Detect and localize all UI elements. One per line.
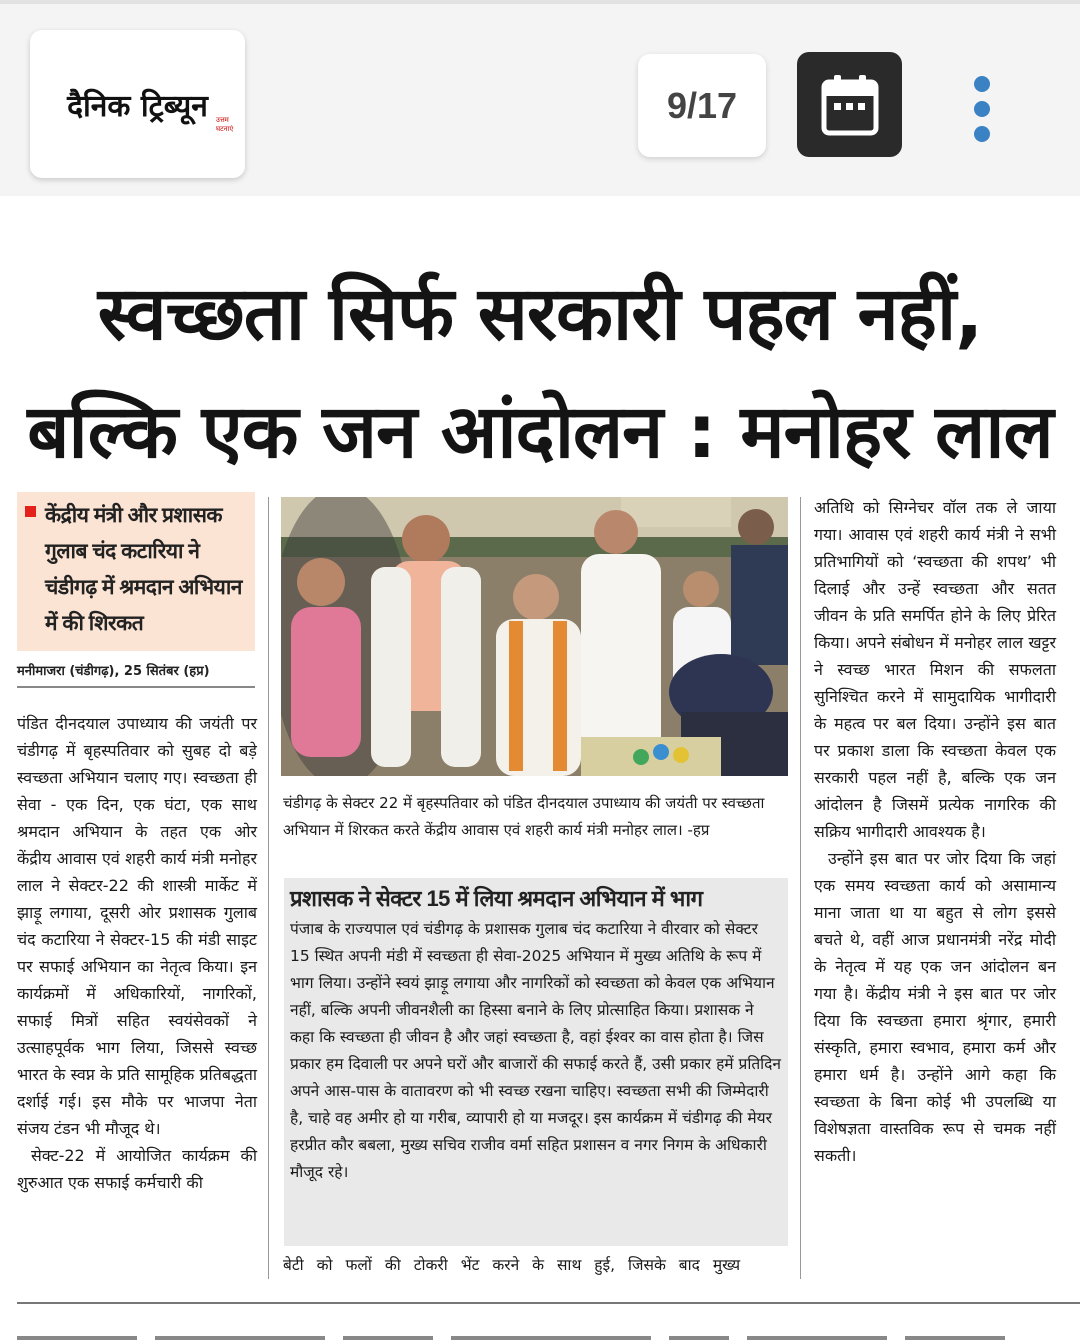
red-square-bullet-icon — [25, 506, 36, 517]
calendar-icon — [819, 73, 881, 137]
bottom-divider — [17, 1302, 1080, 1304]
right-paragraph-1: अतिथि को सिग्नेचर वॉल तक ले जाया गया। आवास एवं शहरी कार्य मंत्री ने सभी प्रतिभागियों को ‘स्वच्छता की शपथ’ भी दिलाई और उन्हें स्वच्छता और सतत जीवन के प्रति समर्पित होने के लिए प्रेरित किया। अपने संबोधन में मनोहर लाल खट्टर ने स्वच्छ भारत मिशन की सफलता सुनिश्चित करने में सामुदायिक भागीदारी के महत्व पर बल दिया। उन्होंने इस बात पर प्रकाश डाला कि स्वच्छता केवल एक सरकारी पहल नहीं है, बल्कि एक जन आंदोलन है जिसमें प्रत्येक नागरिक की सक्रिय भागीदारी आवश्यक है। — [814, 498, 1056, 841]
column-divider — [268, 497, 269, 1279]
news-photo-illustration — [281, 497, 788, 776]
right-paragraph-2: उन्होंने इस बात पर जोर दिया कि जहां एक समय स्वच्छता कार्य को असामान्य माना जाता था या बहुत से लोग इससे बचते थे, वहीं आज प्रधानमंत्री नरेंद्र मोदी के नेतृत्व में यह एक जन आंदोलन बन गया है। केंद्रीय मंत्री ने इस बात पर जोर दिया कि स्वच्छता हमारा श्रृंगार, हमारी संस्कृति, हमारा स्वभाव, हमारा कर्म और हमारा धर्म है। उन्होंने आगे कहा कि स्वच्छता के बिना कोई भी उपलब्धि या विशेषज्ञता वास्तविक रूप से चमक नहीं सकती। — [814, 849, 1056, 1165]
left-column — [17, 710, 257, 1196]
news-photo[interactable] — [281, 497, 788, 776]
divider — [17, 686, 255, 688]
column-divider — [800, 497, 801, 1279]
dateline: मनीमाजरा (चंडीगढ़), 25 सितंबर (हप्र) — [17, 664, 210, 679]
page-indicator[interactable]: 9/17 — [638, 54, 766, 157]
left-paragraph-2: सेक्ट-22 में आयोजित कार्यक्रम की शुरुआत एक सफाई कर्मचारी की — [17, 1146, 257, 1192]
newspaper-logo-button[interactable] — [30, 30, 245, 178]
middle-column-continuation: बेटी को फलों की टोकरी भेंट करने के साथ हुई, जिसके बाद मुख्य — [283, 1256, 741, 1274]
next-article-strip — [17, 1322, 1080, 1342]
kicker-box — [17, 492, 255, 651]
more-vertical-icon — [974, 76, 990, 92]
calendar-button[interactable] — [797, 52, 902, 157]
left-paragraph-1: पंडित दीनदयाल उपाध्याय की जयंती पर चंडीगढ़ में बृहस्पतिवार को सुबह दो बड़े स्वच्छता अभियान चलाए गए। स्वच्छता ही सेवा - एक दिन, एक घंटा, एक साथ श्रमदान अभियान के तहत एक ओर केंद्रीय आवास एवं शहरी कार्य मंत्री मनोहर लाल ने सेक्टर-22 की शास्त्री मार्केट में झाड़ू लगाया, दूसरी ओर प्रशासक गुलाब चंद कटारिया ने सेक्टर-15 की मंडी साइट पर सफाई अभियान का नेतृत्व किया। इन कार्यक्रमों में अधिकारियों, नागरिकों, सफाई मित्रों सहित स्वयंसेवकों ने उत्साहपूर्वक भाग लिया, जिससे स्वच्छ भारत के स्वप्न के प्रति सामूहिक प्रतिबद्धता दर्शाई गई। इस मौके पर भाजपा नेता संजय टंडन भी मौजूद थे। — [17, 714, 257, 1138]
sub-story-box — [284, 878, 788, 1246]
more-options-button[interactable] — [965, 76, 999, 146]
logo-tagline: उत्तम घटनाएं — [216, 116, 234, 133]
sub-headline: प्रशासक ने सेक्टर 15 में लिया श्रमदान अभियान में भाग — [290, 886, 703, 911]
headline-line-2: बल्कि एक जन आंदोलन : मनोहर लाल — [27, 389, 1053, 475]
app-toolbar — [0, 0, 1080, 196]
newspaper-logo-text: दैनिक ट्रिब्यून — [67, 88, 208, 124]
right-column — [814, 494, 1056, 1169]
kicker-text: केंद्रीय मंत्री और प्रशासक गुलाब चंद कटारिया ने चंडीगढ़ में श्रमदान अभियान में की शिरकत — [45, 504, 242, 635]
headline-line-1: स्वच्छता सिर्फ सरकारी पहल नहीं, — [97, 271, 983, 357]
sub-story-body: पंजाब के राज्यपाल एवं चंडीगढ़ के प्रशासक गुलाब चंद कटारिया ने वीरवार को सेक्टर 15 स्थित अपनी मंडी में स्वच्छता ही सेवा-2025 अभियान में मुख्य अतिथि के रूप में भाग लिया। उन्होंने स्वयं झाड़ू लगाया और नागरिकों को स्वच्छता को केवल एक अभियान नहीं, बल्कि अपनी जीवनशैली का हिस्सा बनाने के लिए प्रोत्साहित किया। प्रशासक ने कहा कि स्वच्छता ही जीवन है और जहां स्वच्छता है, वहां ईश्वर का वास होता है। जिस प्रकार हम दिवाली पर अपने घरों और बाजारों की सफाई करते हैं, उसी प्रकार हमें प्रतिदिन अपने आस-पास के वातावरण को भी स्वच्छ रखना चाहिए। स्वच्छता सभी की जिम्मेदारी है, चाहे वह अमीर हो या गरीब, व्यापारी हो या मजदूर। इस कार्यक्रम में चंडीगढ़ की मेयर हरप्रीत कौर बबला, मुख्य सचिव राजीव वर्मा सहित प्रशासन व नगर निगम के अधिकारी मौजूद रहे। — [290, 920, 782, 1181]
photo-caption: चंडीगढ़ के सेक्टर 22 में बृहस्पतिवार को पंडित दीनदयाल उपाध्याय की जयंती पर स्वच्छता अभियान में शिरकत करते केंद्रीय आवास एवं शहरी कार्य मंत्री मनोहर लाल। -हप्र — [283, 794, 765, 839]
